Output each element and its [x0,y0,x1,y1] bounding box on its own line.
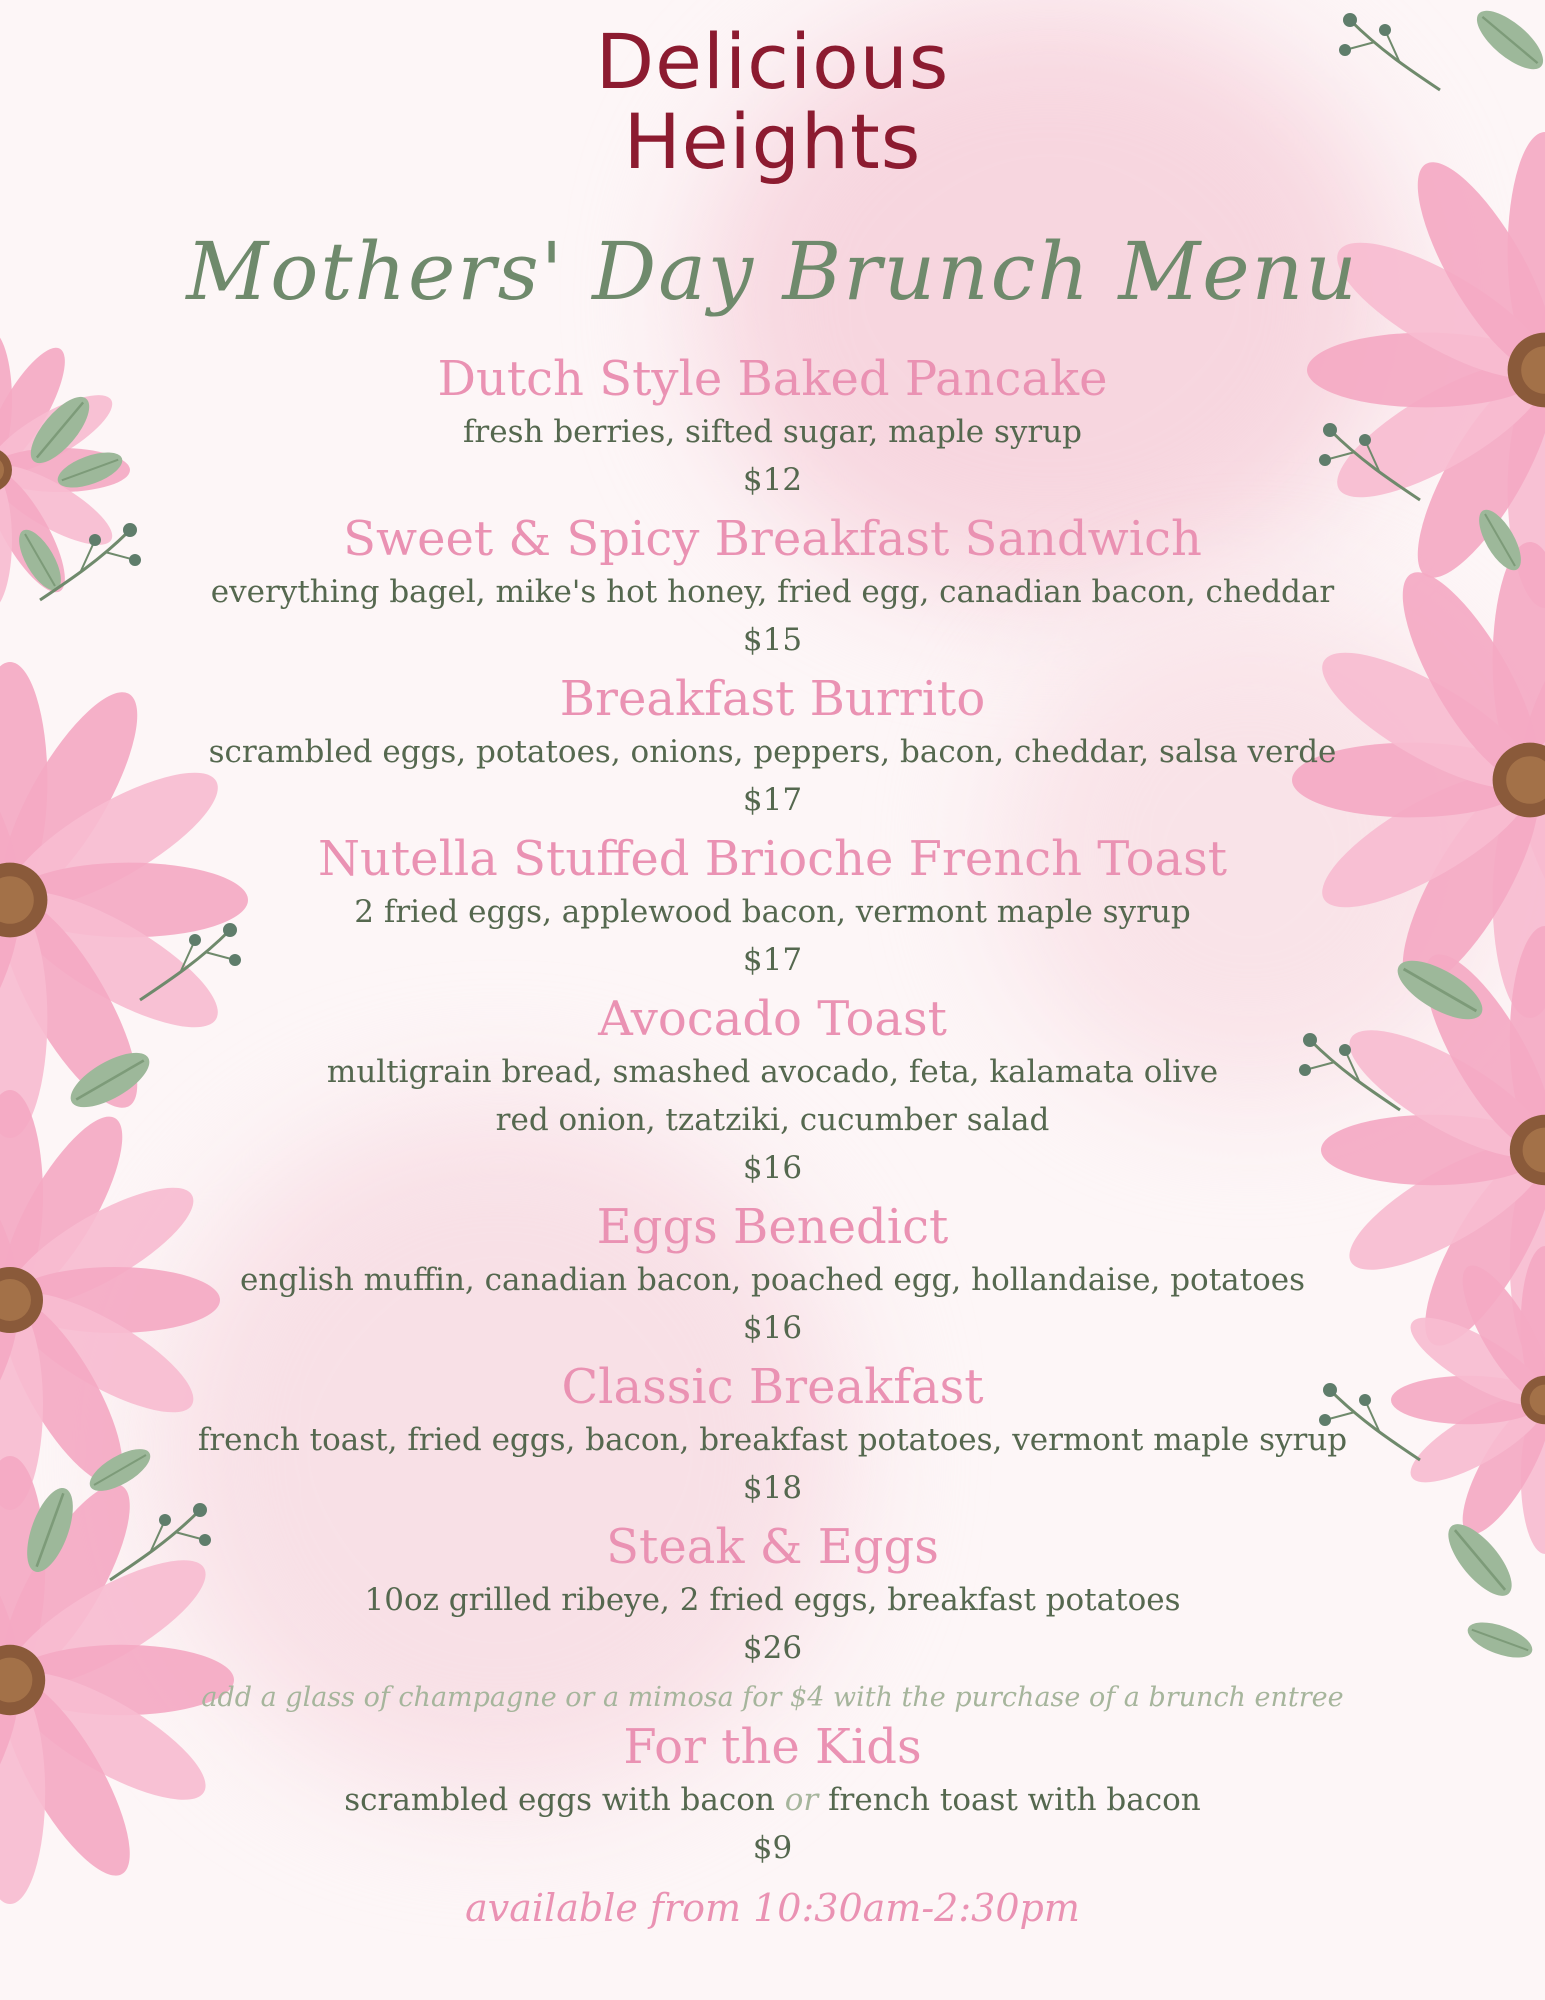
drink-note: add a glass of champagne or a mimosa for $4 with the purchase of a brunch entree [201,1682,1344,1713]
item-description [140,1776,1405,1824]
page-title: Mothers' Day Brunch Menu [186,225,1359,318]
item-description: scrambled eggs, potatoes, onions, peppers, bacon, cheddar, salsa verde [208,734,1337,770]
kids-or: or [784,1782,819,1818]
item-name: Steak & Eggs [606,1519,939,1575]
menu-item [140,830,1405,984]
item-price: $12 [742,462,803,498]
item-description: 2 fried eggs, applewood bacon, vermont maple syrup [354,894,1191,930]
item-description: 10oz grilled ribeye, 2 fried eggs, breakfast potatoes [364,1582,1181,1618]
item-price: $9 [752,1830,793,1866]
item-name: Sweet & Spicy Breakfast Sandwich [343,511,1202,567]
menu-item [140,1358,1405,1512]
item-price: $26 [742,1630,803,1666]
brand-logo [140,17,1405,186]
item-name: Dutch Style Baked Pancake [437,351,1108,407]
item-name: Nutella Stuffed Brioche French Toast [317,831,1228,887]
item-price: $16 [742,1310,803,1346]
item-price: $16 [742,1150,803,1186]
kids-menu-item [140,1718,1405,1872]
menu-item [140,1518,1405,1672]
item-description: french toast, fried eggs, bacon, breakfast potatoes, vermont maple syrup [197,1422,1348,1458]
item-price: $18 [742,1470,803,1506]
item-description: fresh berries, sifted sugar, maple syrup [462,414,1083,450]
item-description: everything bagel, mike's hot honey, fried egg, canadian bacon, cheddar [210,574,1335,610]
item-name: Classic Breakfast [561,1359,984,1415]
menu-item [140,990,1405,1192]
kids-option-a: scrambled eggs with bacon [344,1782,775,1818]
item-price: $17 [742,782,803,818]
kids-option-b: french toast with bacon [828,1782,1201,1818]
menu-list [140,350,1405,1936]
brand-line-1: Delicious [595,17,950,106]
menu-item [140,1198,1405,1352]
item-description: multigrain bread, smashed avocado, feta, kalamata olive [326,1054,1219,1090]
item-name: For the Kids [623,1719,922,1775]
item-price: $17 [742,942,803,978]
item-description: english muffin, canadian bacon, poached egg, hollandaise, potatoes [239,1262,1306,1298]
hours-text: available from 10:30am-2:30pm [465,1886,1080,1930]
item-name: Breakfast Burrito [559,671,986,727]
menu-item [140,670,1405,824]
menu-item [140,350,1405,504]
item-price: $15 [742,622,803,658]
item-name: Eggs Benedict [596,1199,949,1255]
brand-line-2: Heights [623,97,922,186]
item-description: red onion, tzatziki, cucumber salad [495,1102,1050,1138]
menu-item [140,510,1405,664]
item-name: Avocado Toast [598,991,947,1047]
